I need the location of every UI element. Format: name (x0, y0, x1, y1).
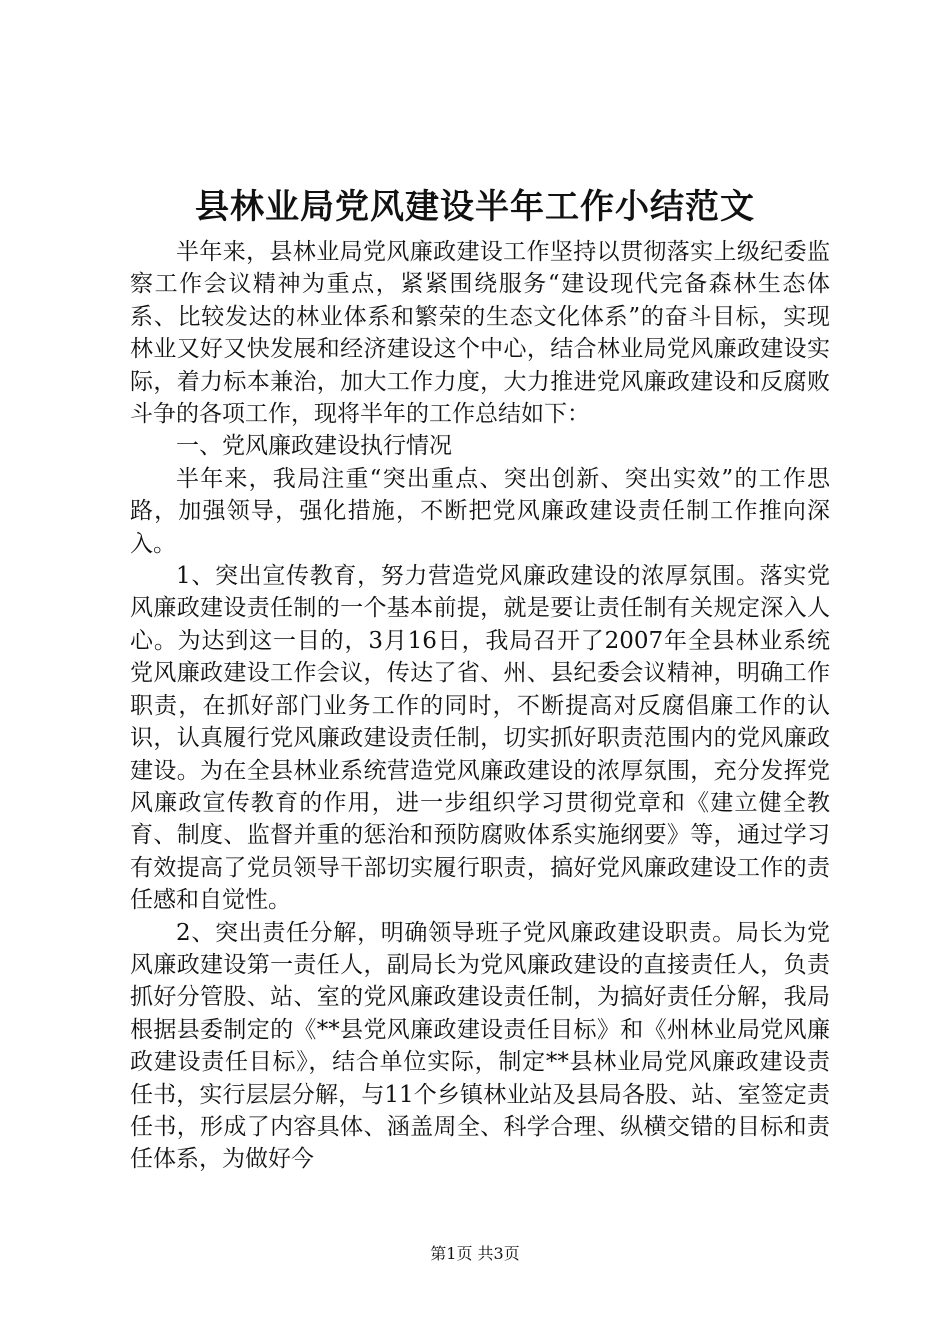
page-footer: 第1页 共3页 (430, 1244, 520, 1263)
section-heading-1: 一、党风廉政建设执行情况 (176, 433, 452, 460)
document-title: 县林业局党风建设半年工作小结范文 (195, 187, 755, 227)
paragraph-intro: 半年来，县林业局党风廉政建设工作坚持以贯彻落实上级纪委监察工作会议精神为重点，紧紧围绕服务“建设现代完备森林生态体系、比较发达的林业体系和繁荣的生态文化体系”的奋斗目标，实现林业又好又快发展和经济建设这个中心，结合林业局党风廉政建设实际，着力标本兼治，加大工作力度，大力推进党风廉政建设和反腐败斗争的各项工作，现将半年的工作总结如下： (130, 239, 830, 428)
paragraph-section-1-intro: 半年来，我局注重“突出重点、突出创新、突出实效”的工作思路，加强领导，强化措施，不断把党风廉政建设责任制工作推向深入。 (130, 465, 830, 557)
paragraph-item-2: 2、突出责任分解，明确领导班子党风廉政建设职责。局长为党风廉政建设第一责任人，副局长为党风廉政建设的直接责任人，负责抓好分管股、站、室的党风廉政建设责任制，为搞好责任分解，我局根据县委制定的《**县党风廉政建设责任目标》和《州林业局党风廉政建设责任目标》，结合单位实际，制定**县林业局党风廉政建设责任书，实行层层分解，与11个乡镇林业站及县局各股、站、室签定责任书，形成了内容具体、涵盖周全、科学合理、纵横交错的目标和责任体系，为做好今 (130, 919, 830, 1173)
document-body (130, 236, 830, 1176)
paragraph-item-1: 1、突出宣传教育，努力营造党风廉政建设的浓厚氛围。落实党风廉政建设责任制的一个基本前提，就是要让责任制有关规定深入人心。为达到这一目的，3月16日，我局召开了2007年全县林业系统党风廉政建设工作会议，传达了省、州、县纪委会议精神，明确工作职责，在抓好部门业务工作的同时，不断提高对反腐倡廉工作的认识，认真履行党风廉政建设责任制，切实抓好职责范围内的党风廉政建设。为在全县林业系统营造党风廉政建设的浓厚氛围，充分发挥党风廉政宣传教育的作用，进一步组织学习贯彻党章和《建立健全教育、制度、监督并重的惩治和预防腐败体系实施纲要》等，通过学习有效提高了党员领导干部切实履行职责，搞好党风廉政建设工作的责任感和自觉性。 (130, 563, 830, 914)
